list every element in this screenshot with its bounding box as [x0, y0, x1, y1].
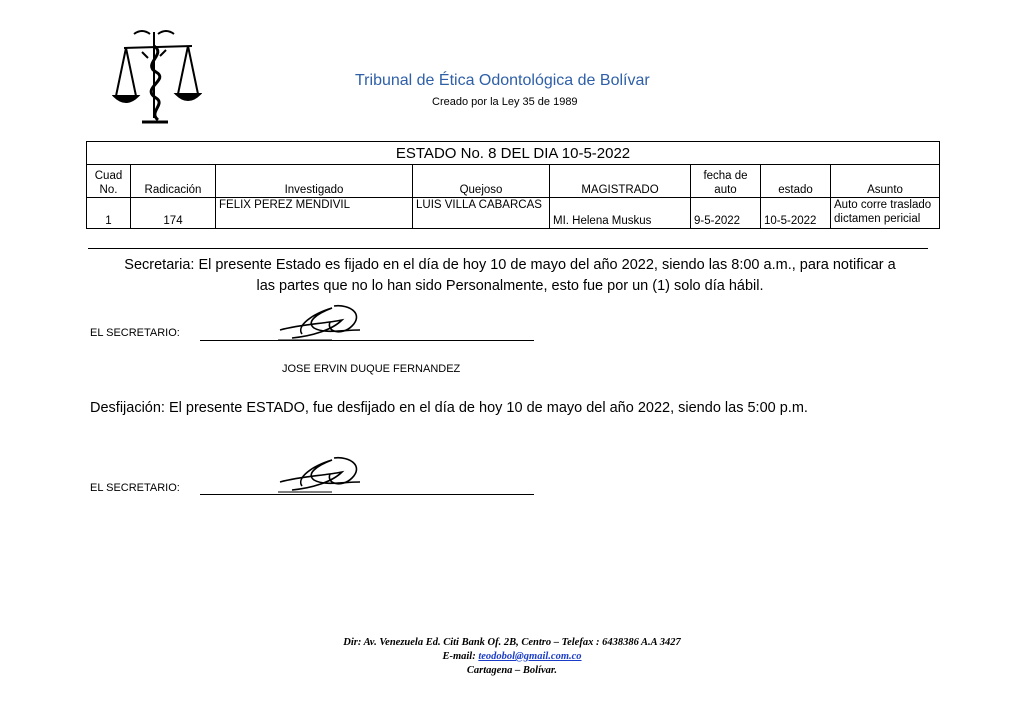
cell-estado: 10-5-2022	[761, 198, 831, 229]
table-header-row	[87, 165, 940, 198]
col-asunto: Asunto	[831, 165, 940, 198]
scales-of-justice-logo	[112, 26, 202, 128]
email-link[interactable]: teodobol@gmail.com.co	[478, 651, 582, 662]
col-magistrado: MAGISTRADO	[550, 165, 691, 198]
cell-magistrado: MI. Helena Muskus	[550, 198, 691, 229]
cell-fecha-auto: 9-5-2022	[691, 198, 761, 229]
col-fecha-auto: fecha de auto	[691, 165, 761, 198]
estado-table	[86, 141, 940, 229]
cell-radicacion: 174	[131, 198, 216, 229]
cell-cuad: 1	[87, 198, 131, 229]
signature-image	[272, 300, 382, 346]
desfijacion-notice: Desfijación: El presente ESTADO, fue desfijado en el día de hoy 10 de mayo del año 2022, siendo las 5:00 p.m.	[90, 400, 808, 416]
col-quejoso: Quejoso	[413, 165, 550, 198]
fijacion-notice: Secretaria: El presente Estado es fijado en el día de hoy 10 de mayo del año 2022, siendo las 8:00 a.m., para notificar a las partes que no lo han sido Personalmente, esto fue por un (1) solo día hábil.	[124, 257, 896, 294]
secretary-label: EL SECRETARIO:	[90, 327, 180, 339]
org-subtitle: Creado por la Ley 35 de 1989	[432, 96, 578, 108]
org-name: Tribunal de Ética Odontológica de Bolívar	[355, 72, 650, 89]
cell-asunto: Auto corre traslado dictamen pericial	[831, 198, 940, 229]
table-row	[87, 198, 940, 229]
divider	[88, 248, 928, 249]
estado-title: ESTADO No. 8 DEL DIA 10-5-2022	[87, 142, 940, 165]
footer-email: E-mail: teodobol@gmail.com.co	[442, 651, 582, 662]
col-investigado: Investigado	[216, 165, 413, 198]
cell-quejoso: LUIS VILLA CABARCAS	[413, 198, 550, 229]
footer-city: Cartagena – Bolívar.	[466, 665, 558, 676]
footer-address: Dir: Av. Venezuela Ed. Citi Bank Of. 2B, Centro – Telefax : 6438386 A.A 3427	[343, 637, 681, 648]
col-cuad: Cuad No.	[87, 165, 131, 198]
secretary-label-2: EL SECRETARIO:	[90, 482, 180, 494]
cell-investigado: FELIX PEREZ MENDIVIL	[216, 198, 413, 229]
col-estado: estado	[761, 165, 831, 198]
secretary-name: JOSE ERVIN DUQUE FERNANDEZ	[282, 363, 461, 375]
signature-image-2	[272, 452, 382, 498]
col-radicacion: Radicación	[131, 165, 216, 198]
